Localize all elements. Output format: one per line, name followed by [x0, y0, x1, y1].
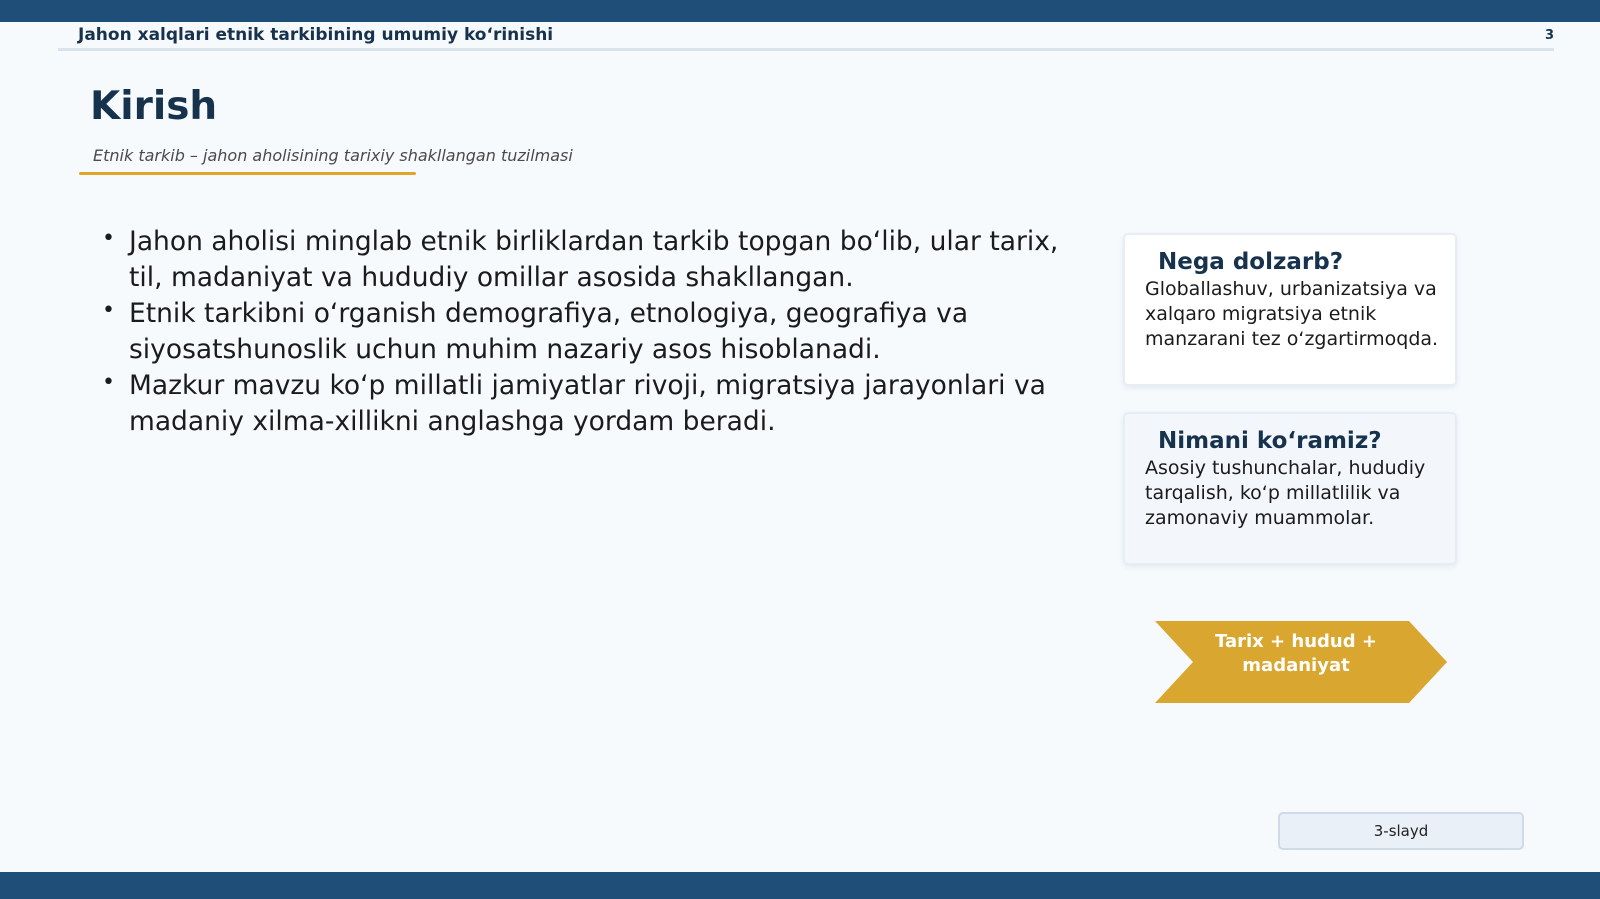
chevron-label-line-2: madaniyat — [1242, 655, 1350, 676]
chevron-label — [1195, 630, 1397, 678]
bottom-bar — [0, 872, 1600, 899]
card-heading: Nega dolzarb? — [1158, 249, 1344, 275]
bullet-item — [100, 224, 1100, 296]
bullet-dot-icon: • — [102, 298, 115, 323]
slide-title: Kirish — [90, 84, 218, 129]
info-card-why-relevant — [1123, 233, 1457, 386]
card-text: Globallashuv, urbanizatsiya va xalqaro migratsiya etnik manzarani tez o‘zgartirmoqda. — [1145, 278, 1439, 350]
bullet-dot-icon: • — [102, 226, 115, 251]
info-card-what-we-see — [1123, 412, 1457, 565]
chevron-label-line-1: Tarix + hudud + — [1215, 631, 1377, 652]
card-text: Asosiy tushunchalar, hududiy tarqalish, ko‘p millatlilik va zamonaviy muammolar. — [1145, 457, 1426, 529]
bullet-list — [100, 224, 1100, 440]
bullet-text: Etnik tarkibni o‘rganish demografiya, etnologiya, geografiya va siyosatshunoslik uchun muhim nazariy asos hisoblanadi. — [129, 298, 969, 365]
bullet-item — [100, 296, 1100, 368]
bullet-text: Mazkur mavzu ko‘p millatli jamiyatlar rivoji, migratsiya jarayonlari va madaniy xilma-xillikni anglashga yordam beradi. — [129, 370, 1046, 437]
bullet-item — [100, 368, 1100, 440]
page-number: 3 — [1544, 28, 1554, 43]
header-title: Jahon xalqlari etnik tarkibining umumiy ko‘rinishi — [78, 25, 554, 45]
top-bar — [0, 0, 1600, 22]
header-divider — [58, 48, 1554, 51]
slide-number-badge: 3-slayd — [1278, 812, 1524, 850]
bullet-text: Jahon aholisi minglab etnik birliklardan tarkib topgan bo‘lib, ular tarix, til, madaniyat va hududiy omillar asosida shakllangan. — [129, 226, 1059, 293]
bullet-dot-icon: • — [102, 370, 115, 395]
card-heading: Nimani ko‘ramiz? — [1158, 428, 1382, 454]
slide-subtitle: Etnik tarkib – jahon aholisining tarixiy shakllangan tuzilmasi — [93, 146, 573, 165]
subtitle-underline — [79, 172, 416, 175]
